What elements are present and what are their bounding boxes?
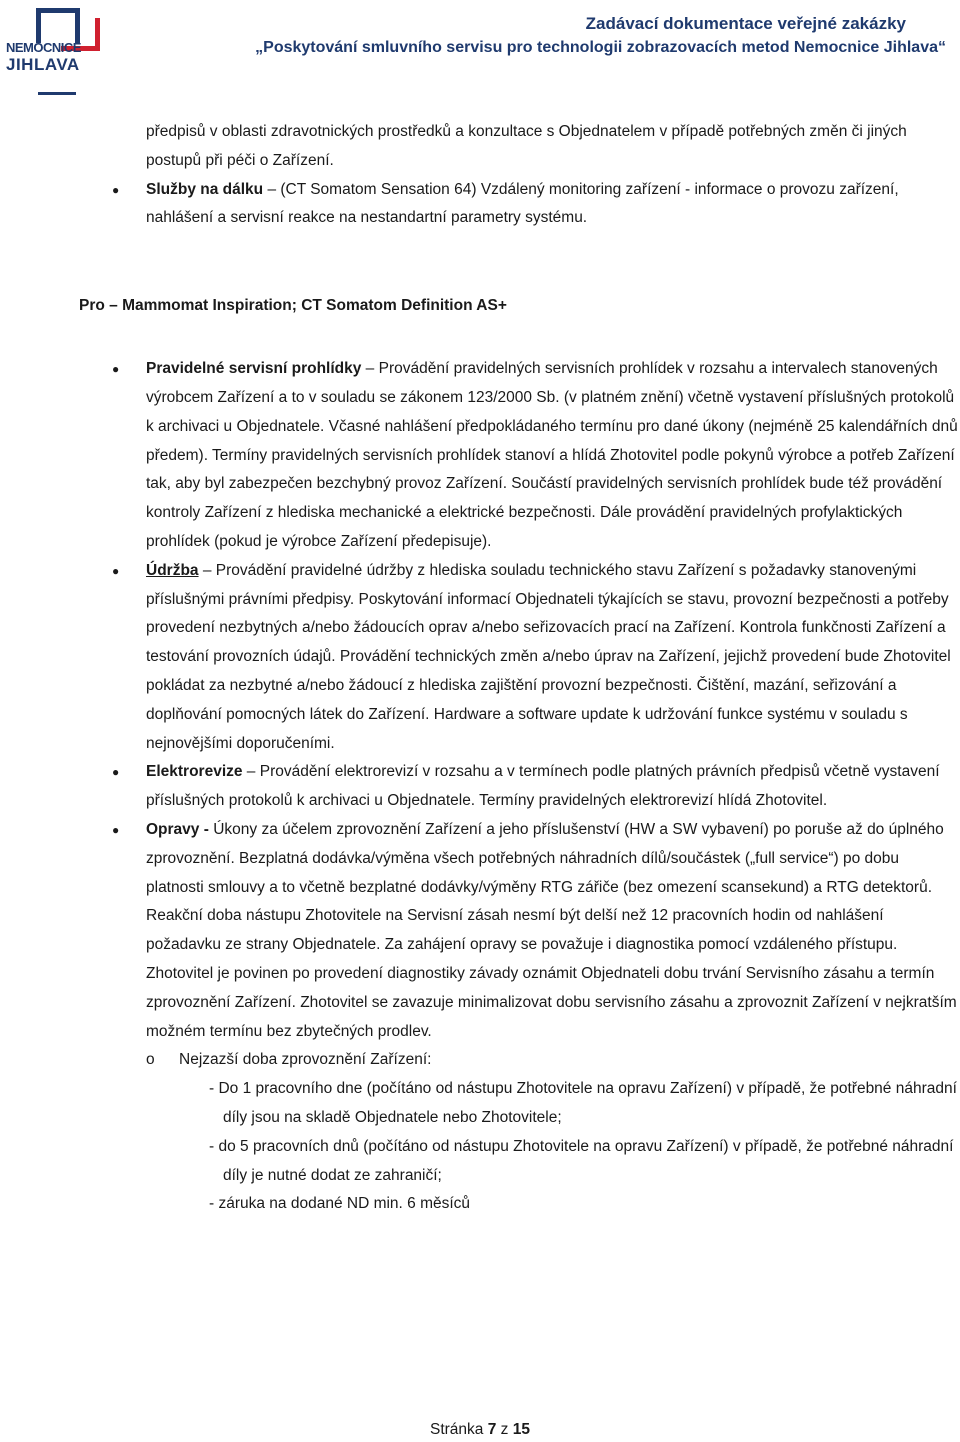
bullet-label: Údržba [146,561,199,579]
footer-prefix: Stránka [430,1421,488,1438]
page-footer [0,1421,960,1439]
page-body [146,118,958,1219]
hospital-logo [6,6,98,98]
bullet-label: Opravy - [146,820,209,838]
document-header [120,12,946,60]
dash-item: - záruka na dodané ND min. 6 měsíců [209,1195,471,1213]
bullet-label: Pravidelné servisní prohlídky [146,360,362,378]
dash-item: - Do 1 pracovního dne (počítáno od nástupu Zhotovitele na opravu Zařízení) v případě, že potřebné náhradní díly jsou na skladě Objednatele nebo Zhotovitele; [209,1080,957,1126]
logo-line1: NEMOCNICE [6,40,81,55]
bullet-inspections [146,355,958,557]
repair-paragraph: Reakční doba nástupu Zhotovitele na Servisní zásah nesmí být delší než 12 pracovních hodin od nahlášení požadavku ze strany Objednatele. Za zahájení opravy se považuje i diagnostika pomocí vzdáleného přístupu. Zhotovitel je povinen po provedení diagnostiky závady oznámit Objednateli dobu trvání Servisního zásahu a termín zprovoznění Zařízení. Zhotovitel se zavazuje minimalizovat dobu servisního zásahu a zprovoznit Zařízení v nejkratším možném termínu bez zbytečných prodlev. [146,907,957,1040]
bullet-label: Služby na dálku [146,180,264,198]
continuation-paragraph: předpisů v oblasti zdravotnických prostředků a konzultace s Objednatelem v případě potřebných změn či jiných postupů při péči o Zařízení. [146,123,907,169]
dash-item: - do 5 pracovních dnů (počítáno od nástupu Zhotovitele na opravu Zařízení) v případě, že potřebné náhradní díly je nutné dodat ze zahraničí; [209,1137,954,1184]
sub-marker: o [146,1051,155,1069]
bullet-text: – Provádění pravidelných servisních prohlídek v rozsahu a intervalech stanovených výrobcem Zařízení a to v souladu se zákonem 123/2000 Sb. (v platném znění) včetně vystavení příslušných protokolů k archivaci u Objednatele. Včasné nahlášení předpokládaného termínu pro dané úkony (nejméně 25 kalendářních dnů předem). Termíny pravidelných servisních prohlídek stanoví a hlídá Zhotovitel podle pokynů výrobce a potřeb Zařízení tak, aby byl zabezpečen bezchybný provoz Zařízení. Součástí pravidelných servisních prohlídek bude též provádění kontroly Zařízení z hlediska mechanické a elektrické bezpečnosti. Dále provádění pravidelných profylaktických prohlídek (pokud je výrobce Zařízení předepisuje). [146,360,958,550]
bullet-repairs [146,816,958,902]
bullet-remote-services [146,176,958,234]
bullet-text: – (CT Somatom Sensation 64) Vzdálený monitoring zařízení - informace o provozu zařízení, nahlášení a servisní reakce na nestandartní parametry systému. [146,180,899,227]
sub-item [146,1046,958,1075]
bullet-maintenance [146,557,958,759]
bullet-text: – Provádění pravidelné údržby z hlediska souladu technického stavu Zařízení s požadavky stanovenými příslušnými právními předpisy. Poskytování informací Objednateli týkajících se stavu, provozní bezpečnosti a potřeby provedení nezbytných a/nebo žádoucích oprav a/nebo seřizovacích prací na Zařízení. Kontrola funkčnosti Zařízení a testování provozních údajů. Provádění technických změn a/nebo úprav na Zařízení, jejichž provedení bude Zhotovitel pokládat za nezbytné a/nebo žádoucí z hlediska zajištění provozní bezpečnosti. Čištění, mazání, seřizování a doplňování pomocných látek do Zařízení. Hardware a software update k udržování funkce systému v souladu s nejnovějšími doporučeními. [146,561,951,752]
bullet-electrical-revisions [146,758,958,816]
logo-line2: JIHLAVA [6,55,80,74]
footer-total: 15 [512,1421,530,1438]
bullet-label: Elektrorevize [146,763,243,781]
footer-page: 7 [487,1421,497,1438]
header-subtitle: „Poskytování smluvního servisu pro technologii zobrazovacích metod Nemocnice Jihlava“ [255,39,946,56]
bullet-text: Úkony za účelem zprovoznění Zařízení a jeho příslušenství (HW a SW vybavení) po poruše až do úplného zprovoznění. Bezplatná dodávka/výměna všech potřebných náhradních dílů/součástek („full service“) po dobu platnosti smlouvy a to včetně bezplatné dodávky/výměny RTG zářiče (bez omezení scansekund) a RTG detektorů. [146,820,944,896]
section-heading: Pro – Mammomat Inspiration; CT Somatom Definition AS+ [79,297,507,314]
footer-middle: z [496,1421,513,1438]
bullet-text: – Provádění elektrorevizí v rozsahu a v termínech podle platných právních předpisů včetně vystavení příslušných protokolů k archivaci u Objednatele. Termíny pravidelných elektrorevizí hlídá Zhotovitel. [146,763,940,810]
header-title: Zadávací dokumentace veřejné zakázky [585,14,906,33]
logo-underline [38,92,76,95]
sub-text: Nejzazší doba zprovoznění Zařízení: [179,1051,432,1069]
